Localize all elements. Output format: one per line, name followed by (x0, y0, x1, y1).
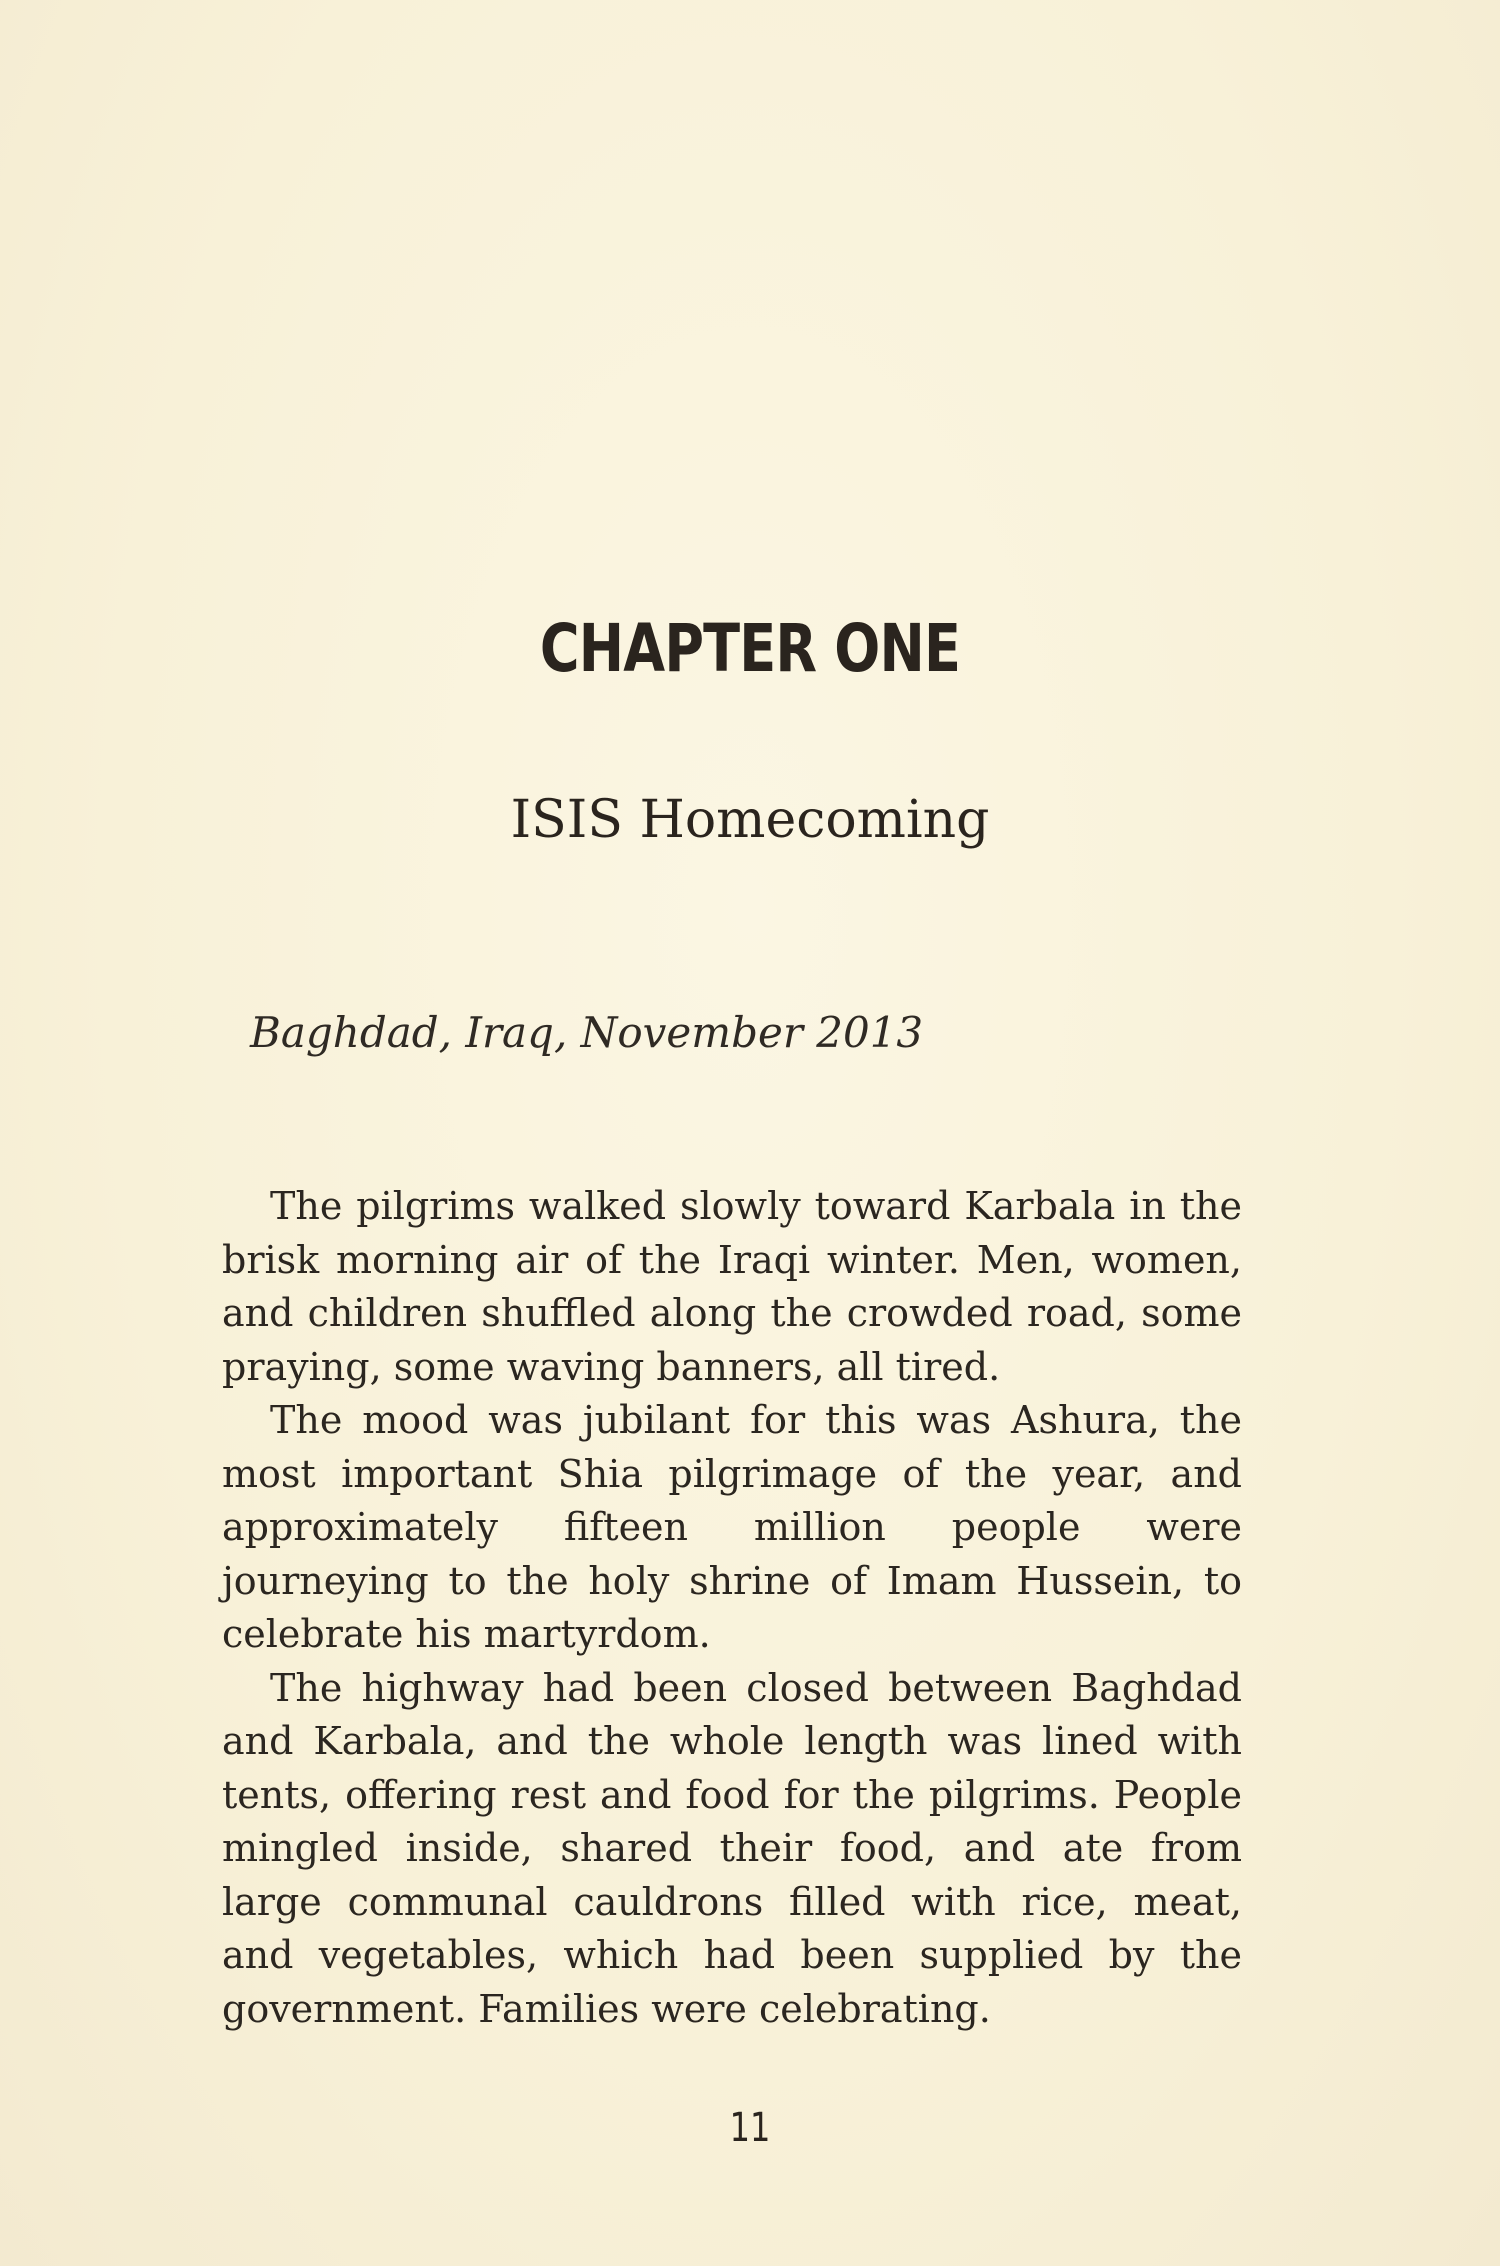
paragraph: The highway had been closed between Baghdad and Karbala, and the whole length was lined with tents, offering rest and food for the pilgrims. People mingled inside, shared their food, and ate from large communal cauldrons filled with rice, meat, and vegetables, which had been supplied by the government. Families were celebrating. (222, 1665, 1242, 2031)
chapter-heading: CHAPTER ONE (539, 610, 961, 687)
chapter-title: ISIS Homecoming (510, 790, 990, 850)
body-text (222, 1180, 1242, 2036)
page-number: 11 (729, 2105, 771, 2151)
dateline: Baghdad, Iraq, November 2013 (250, 1008, 924, 1057)
paragraph: The pilgrims walked slowly toward Karbala in the brisk morning air of the Iraqi winter. Men, women, and children shuffled along the crowded road, some praying, some waving banners, all tired. (222, 1184, 1242, 1389)
paragraph: The mood was jubilant for this was Ashura, the most important Shia pilgrimage of the year, and approximately fifteen million people were journeying to the holy shrine of Imam Hussein, to celebrate his martyrdom. (222, 1398, 1242, 1656)
